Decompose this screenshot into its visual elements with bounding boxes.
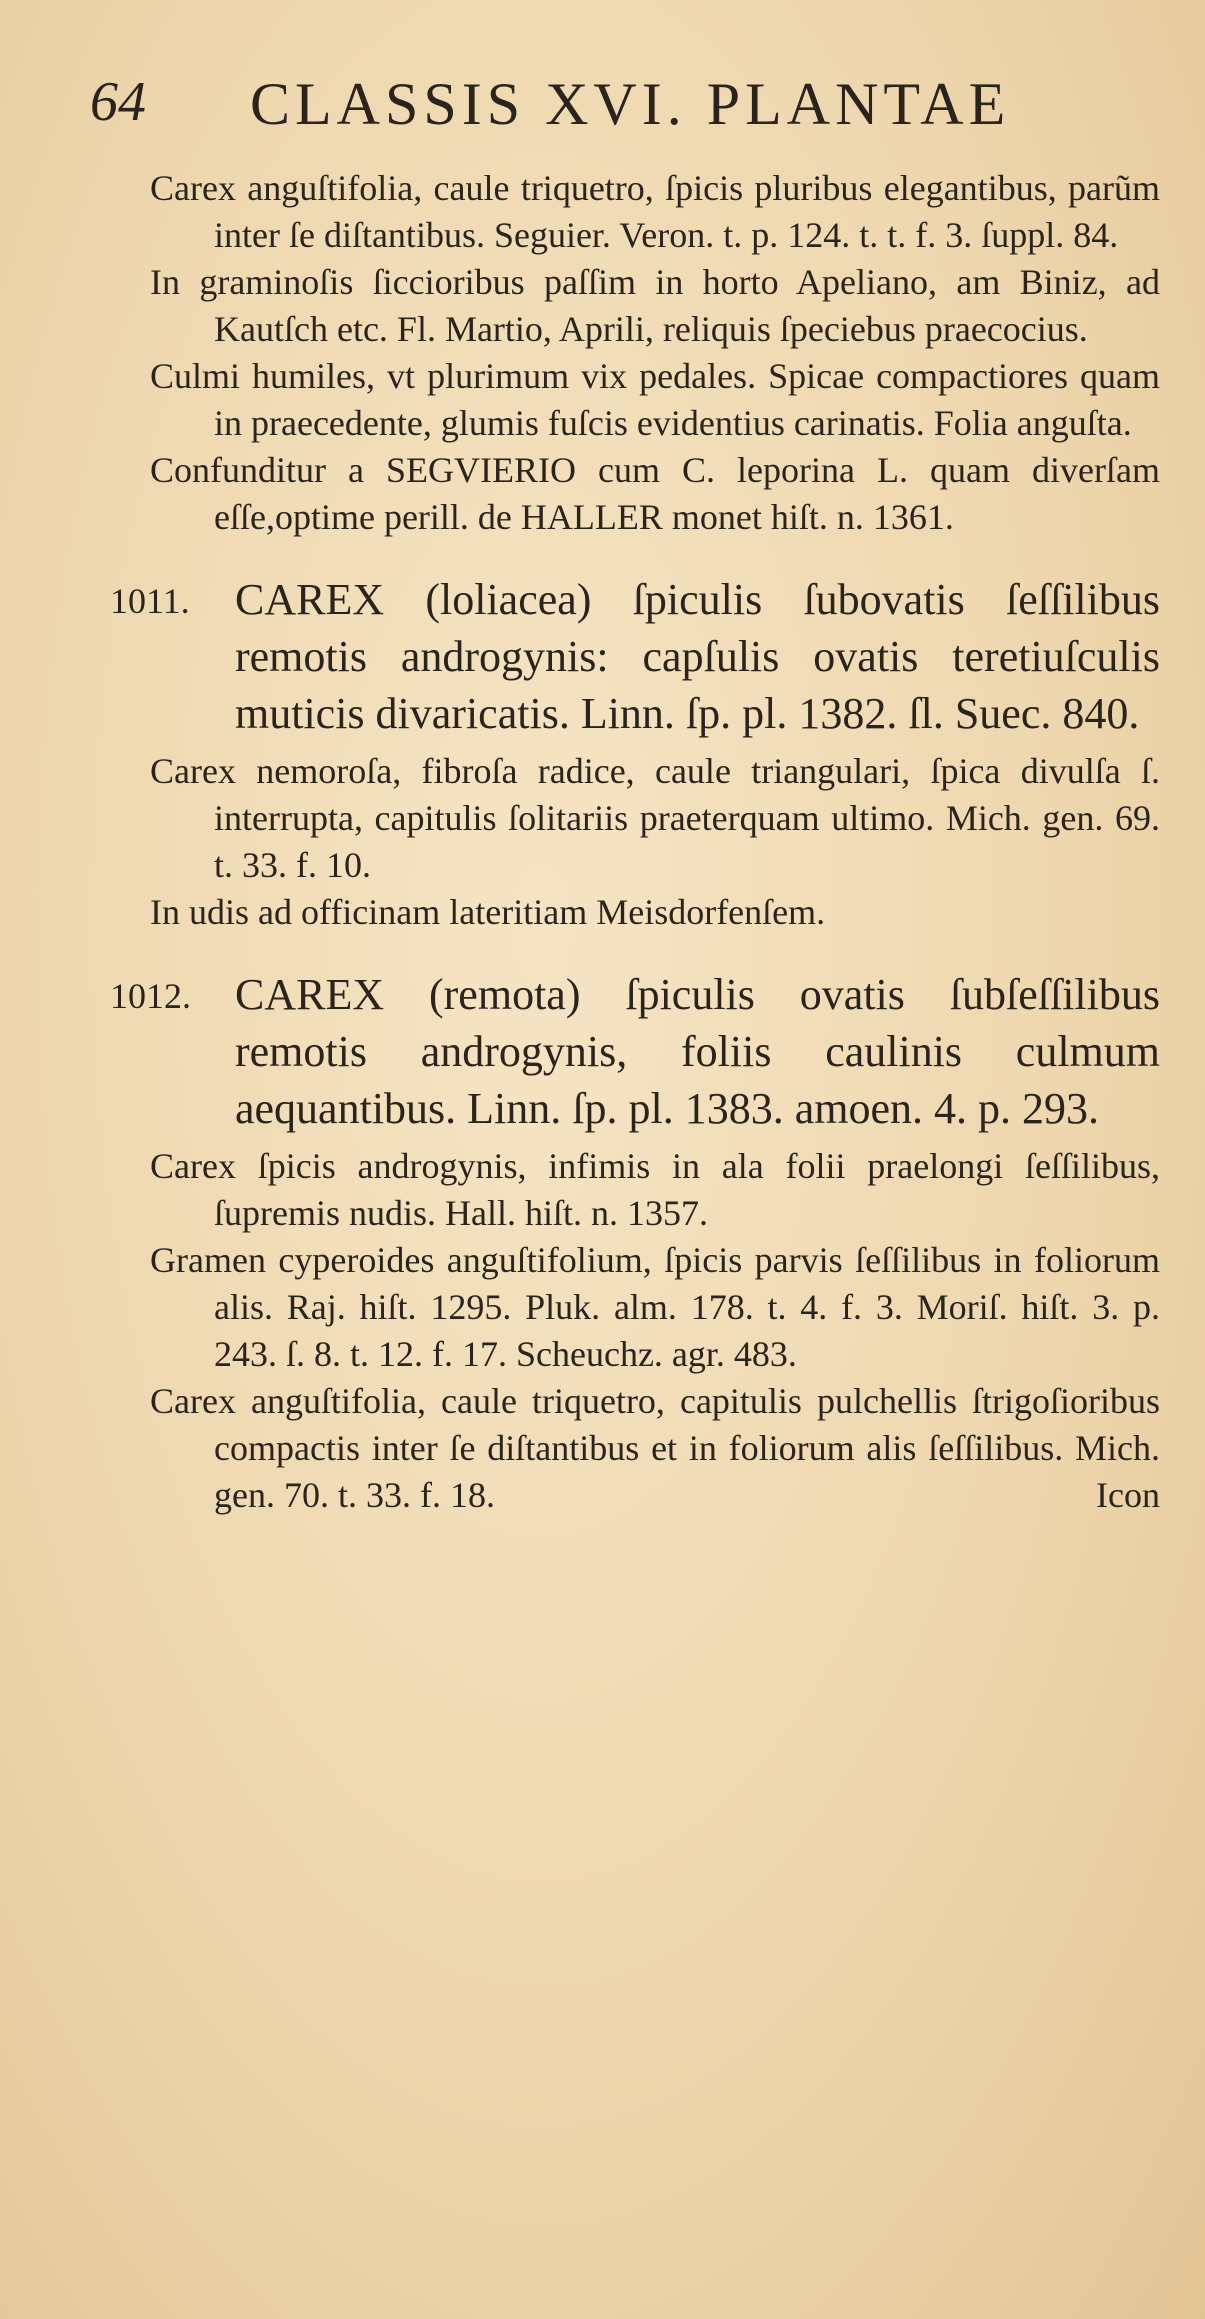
intro-paragraph-1: Carex anguſtifolia, caule triquetro, ſpicis pluribus elegantibus, parũm inter ſe diſtantibus. Seguier. Veron. t. p. 124. t. t. f. 3. ſuppl. 84.: [150, 168, 1160, 255]
species-number: 1011.: [110, 581, 190, 621]
synonym-paragraph: Gramen cyperoides anguſtifolium, ſpicis parvis ſeſſilibus in foliorum alis. Raj. hiſt. 1295. Pluk. alm. 178. t. 4. f. 3. Moriſ. hiſt. 3. p. 243. ſ. 8. t. 12. f. 17. Scheuchz. agr. 483.: [150, 1240, 1160, 1374]
page-number: 64: [90, 71, 146, 133]
running-title: CLASSIS XVI. PLANTAE: [250, 71, 1011, 137]
species-number: 1012.: [110, 976, 191, 1016]
species-entry-1011-body: [150, 748, 1160, 936]
catchword: Icon: [1096, 1475, 1160, 1515]
intro-paragraph-4: Confunditur a SEGVIERIO cum C. leporina L. quam diverſam eſſe,optime perill. de HALLER monet hiſt. n. 1361.: [150, 450, 1160, 537]
synonym-paragraph: Carex nemoroſa, fibroſa radice, caule triangulari, ſpica divulſa ſ. interrupta, capitulis ſolitariis praeterquam ultimo. Mich. gen. 69. t. 33. f. 10.: [150, 751, 1160, 885]
species-heading: CAREX (loliacea) ſpiculis ſubovatis ſeſſilibus remotis androgynis: capſulis ovatis teretiuſculis muticis divaricatis. Linn. ſp. pl. 1382. ſl. Suec. 840.: [235, 575, 1160, 738]
intro-paragraph-2: In graminoſis ſiccioribus paſſim in horto Apeliano, am Biniz, ad Kautſch etc. Fl. Martio, Aprili, reliquis ſpeciebus praecocius.: [150, 262, 1160, 349]
page-header: [90, 70, 1090, 150]
page-body: [110, 165, 1160, 1519]
species-heading: CAREX (remota) ſpiculis ovatis ſubſeſſilibus remotis androgynis, foliis caulinis culmum aequantibus. Linn. ſp. pl. 1383. amoen. 4. p. 293.: [235, 970, 1160, 1133]
final-paragraph-wrapper: [150, 1378, 1160, 1519]
intro-paragraph-3: Culmi humiles, vt plurimum vix pedales. Spicae compactiores quam in praecedente, glumis fuſcis evidentius carinatis. Folia anguſta.: [150, 356, 1160, 443]
species-entry-1012-body: [150, 1143, 1160, 1519]
species-entry-1011: [110, 571, 1160, 742]
synonym-paragraph: Carex anguſtifolia, caule triquetro, capitulis pulchellis ſtrigoſioribus compactis inter ſe diſtantibus et in foliorum alis ſeſſilibus. Mich. gen. 70. t. 33. f. 18.: [150, 1381, 1160, 1515]
synonym-paragraph: Carex ſpicis androgynis, infimis in ala folii praelongi ſeſſilibus, ſupremis nudis. Hall. hiſt. n. 1357.: [150, 1146, 1160, 1233]
species-entry-1012: [110, 966, 1160, 1137]
habitat-paragraph: In udis ad officinam lateritiam Meisdorfenſem.: [150, 892, 826, 932]
